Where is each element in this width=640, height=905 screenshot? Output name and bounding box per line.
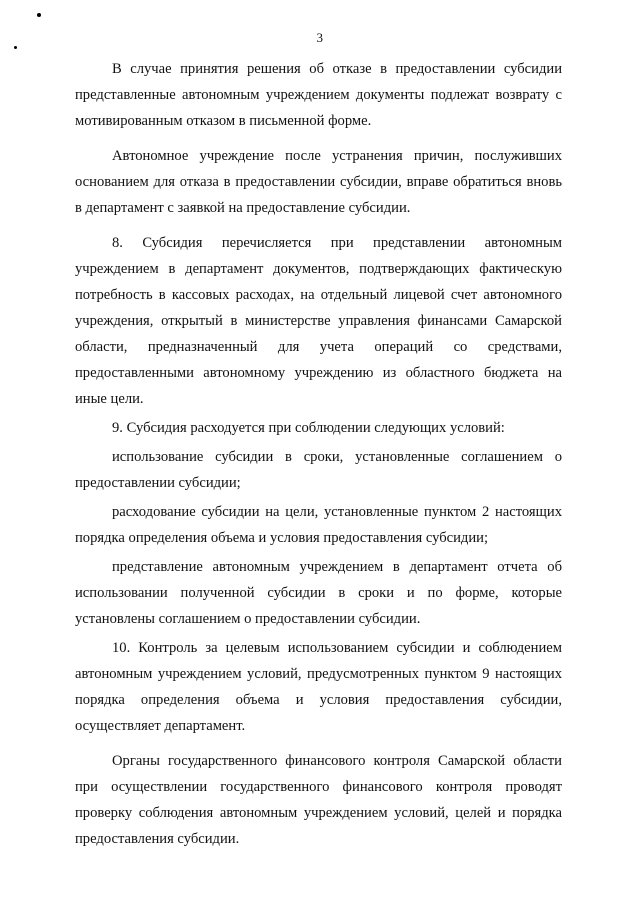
paragraph: представление автономным учреждением в департамент отчета об использовании полученной субсидии в сроки и по форме, которые установлены соглашением о предоставлении субсидии. bbox=[75, 559, 562, 627]
paragraph: расходование субсидии на цели, установленные пунктом 2 настоящих порядка определения объема и условия предоставления субсидии; bbox=[75, 504, 562, 546]
paragraph: В случае принятия решения об отказе в предоставлении субсидии представленные автономным учреждением документы подлежат возврату с мотивированным отказом в письменной форме. bbox=[75, 61, 562, 129]
paragraph: Органы государственного финансового контроля Самарской области при осуществлении государственного финансового контроля проводят проверку соблюдения автономным учреждением условий, целей и порядка предоставления субсидии. bbox=[75, 753, 562, 847]
paragraph: 10. Контроль за целевым использованием субсидии и соблюдением автономным учреждением условий, предусмотренных пунктом 9 настоящих порядка определения объема и условия предоставления субсидии, осуществляет департамент. bbox=[75, 640, 562, 734]
scan-artifact-dot bbox=[14, 46, 17, 49]
page-number: 3 bbox=[316, 30, 324, 45]
paragraph: Автономное учреждение после устранения причин, послуживших основанием для отказа в предоставлении субсидии, вправе обратиться вновь в департамент с заявкой на предоставление субсидии. bbox=[75, 148, 562, 216]
paragraph: 8. Субсидия перечисляется при представлении автономным учреждением в департамент документов, подтверждающих фактическую потребность в кассовых расходах, на отдельный лицевой счет автономного учреждения, открытый в министерстве управления финансами Самарской области, предназначенный для учета операций со средствами, предоставленными автономному учреждению из областного бюджета на иные цели. bbox=[75, 235, 562, 407]
scan-artifact-dot bbox=[37, 13, 41, 17]
paragraph: использование субсидии в сроки, установленные соглашением о предоставлении субсидии; bbox=[75, 449, 562, 491]
paragraph: 9. Субсидия расходуется при соблюдении следующих условий: bbox=[112, 420, 505, 436]
document-body bbox=[75, 56, 562, 855]
